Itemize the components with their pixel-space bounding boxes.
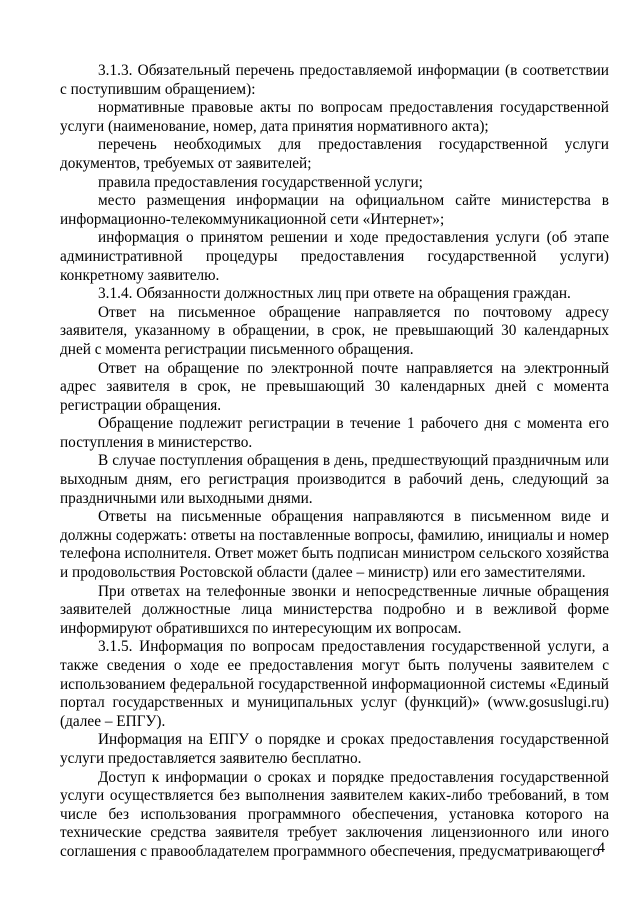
paragraph-email-reply: Ответ на обращение по электронной почте направляется на электронный адрес заявителя в срок, не превышающий 30 календарных дней с момента регистрации обращения. — [60, 359, 609, 414]
page-number: 4 — [597, 840, 605, 856]
paragraph-reply-content: Ответы на письменные обращения направляются в письменном виде и должны содержать: ответы на поставленные вопросы, фамилию, инициалы и номер телефона исполнителя. Ответ может быть подписан министром сельского хозяйства и продовольствия Ростовской области (далее – министр) или его заместителями. — [60, 508, 610, 582]
paragraph-epgu-free: Информация на ЕПГУ о порядке и сроках предоставления государственной услуги предоставляется заявителю бесплатно. — [60, 731, 609, 767]
paragraph-phone-calls: При ответах на телефонные звонки и непосредственные личные обращения заявителей должностные лица министерства подробно и в вежливой форме информируют обратившихся по интересующим их вопросам. — [60, 582, 609, 637]
paragraph-written-reply: Ответ на письменное обращение направляется по почтовому адресу заявителя, указанному в обращении, в срок, не превышающий 30 календарных дней с момента регистрации письменного обращения. — [60, 303, 609, 358]
paragraph-legal-acts: нормативные правовые акты по вопросам предоставления государственной услуги (наименование, номер, дата принятия нормативного акта); — [60, 99, 609, 135]
paragraph-3-1-3: 3.1.3. Обязательный перечень предоставляемой информации (в соответствии с поступившим обращением): — [60, 62, 609, 98]
document-body — [60, 62, 609, 862]
paragraph-documents-list: перечень необходимых для предоставления государственной услуги документов, требуемых от заявителей; — [60, 136, 609, 172]
paragraph-holiday-registration: В случае поступления обращения в день, предшествующий праздничным или выходным дням, его регистрация производится в рабочий день, следующий за праздничными или выходными днями. — [60, 452, 609, 507]
paragraph-info-location: место размещения информации на официальном сайте министерства в информационно-телекоммуникационной сети «Интернет»; — [60, 192, 609, 228]
paragraph-3-1-4: 3.1.4. Обязанности должностных лиц при ответе на обращения граждан. — [98, 285, 571, 303]
paragraph-decision-info: информация о принятом решении и ходе предоставления услуги (об этапе административной процедуры предоставления государственной услуги) конкретному заявителю. — [60, 229, 609, 284]
paragraph-access: Доступ к информации о сроках и порядке предоставления государственной услуги осуществляется без выполнения заявителем каких-либо требований, в том числе без использования программного обеспечения, установка которого на технические средства заявителя требует заключения лицензионного или иного соглашения с правообладателем программного обеспечения, предусматривающего — [60, 768, 609, 860]
paragraph-service-rules: правила предоставления государственной услуги; — [98, 173, 423, 191]
paragraph-registration: Обращение подлежит регистрации в течение 1 рабочего дня с момента его поступления в министерство. — [60, 415, 609, 451]
paragraph-3-1-5: 3.1.5. Информация по вопросам предоставления государственной услуги, а также сведения о ходе ее предоставления могут быть получены заявителем с использованием федеральной государственной информационной системы «Единый портал государственных и муниципальных услуг (функций)» (www.gosuslugi.ru) (далее – ЕПГУ). — [60, 638, 609, 730]
